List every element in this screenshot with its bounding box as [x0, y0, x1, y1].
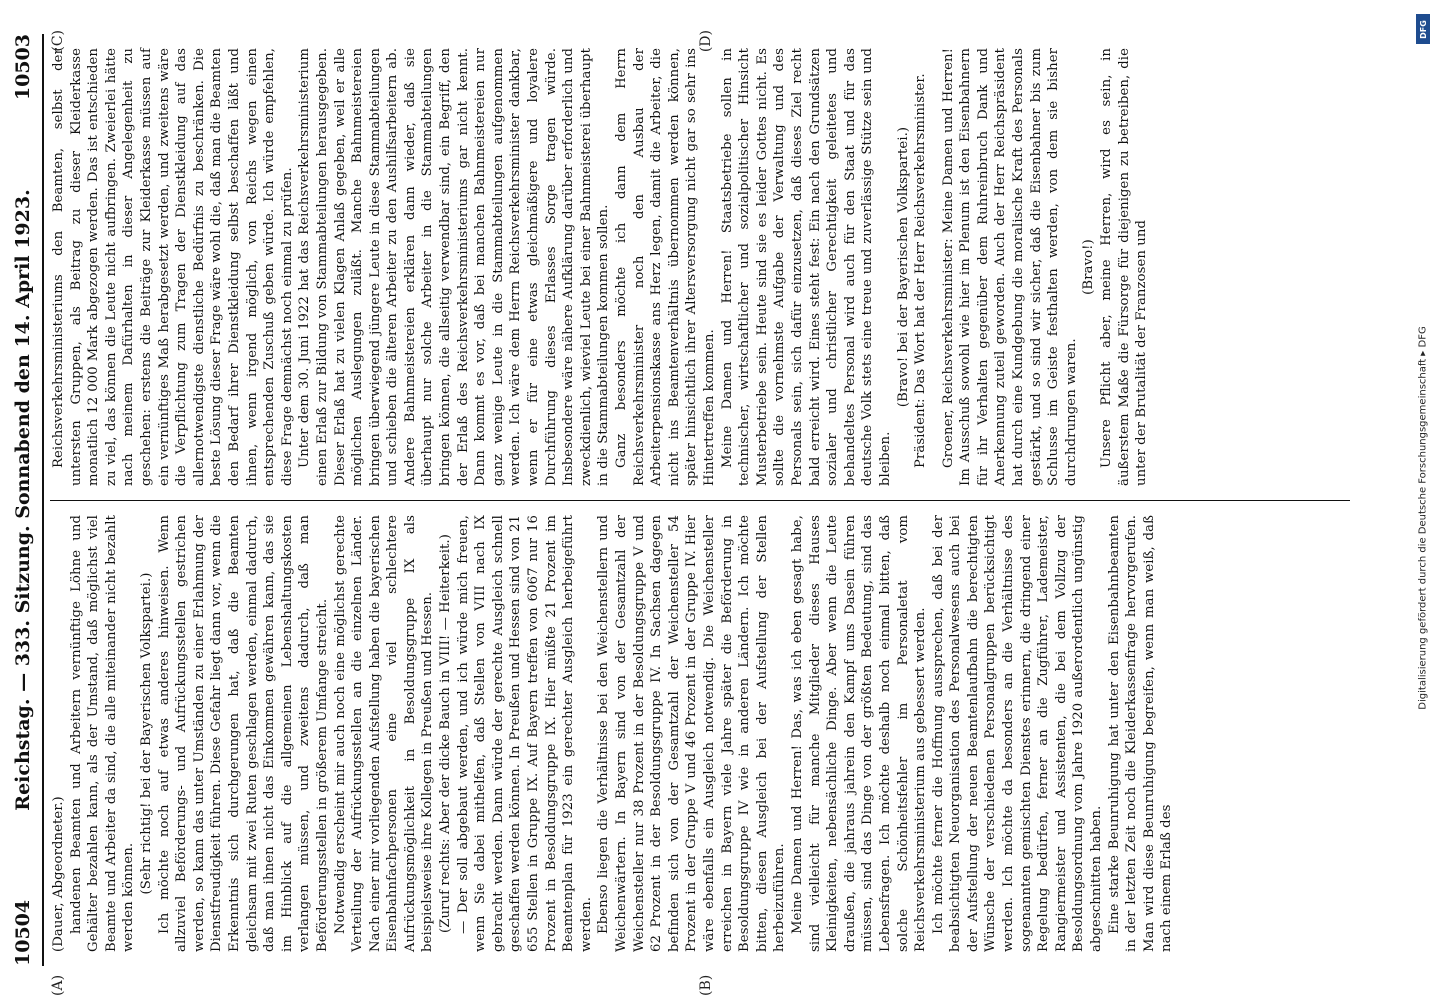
- right-column-paragraph: Meine Damen und Herren! Staatsbetriebe sollen in technischer, wirtschaftlicher und sozialpolitischer Hinsicht Musterbetriebe sein. Heute sind sie es leider Gottes nicht. Es sollte die vornehmste Aufgabe der Verwaltung und des Personals sein, sich dafür einzusetzen, daß dieses Ziel recht bald erreicht wird. Eines steht fest: Ein nach den Grundsätzen sozialer und christlicher Gerechtigkeit geleitetes und behandeltes Personal wird auch für den Staat und für das deutsche Volk stets eine treue und zuverlässige Stütze sein und bleiben.: [719, 48, 893, 486]
- page-title: Reichstag. — 333. Sitzung. Sonnabend den 14. April 1923.: [12, 189, 34, 811]
- right-column-paragraph: Reichsverkehrsministeriums den Beamten, selbst der untersten Gruppen, als Beitrag zu dieser Kleiderkasse monatlich 12 000 Mark abgezogen werden. Das ist entschieden zu viel, das können die Leute nicht aufbringen. Zweierlei hätte nach meinem Dafürhalten in dieser Angelegenheit zu geschehen: erstens die Beiträge zur Kleiderkasse müssen auf ein vernünftiges Maß herabgesetzt werden, und zweitens wäre die Verpflichtung zum Tragen der Dienstkleidung auf das allernotwendigste dienstliche Bedürfnis zu beschränken. Die beste Lösung dieser Frage wäre wohl die, daß man die Beamten den Bedarf ihrer Dienstkleidung selbst beschaffen läßt und ihnen, wenn irgend möglich, von Reichs wegen einen entsprechenden Zuschuß geben würde. Ich würde empfehlen, diese Frage demnächst noch einmal zu prüfen.: [51, 48, 295, 486]
- right-column-paragraph: Unter dem 30. Juni 1922 hat das Reichsverkehrsministerium einen Erlaß zur Bildung von Stammabteilungen herausgegeben. Dieser Erlaß hat zu vielen Klagen Anlaß gegeben, weil er alle möglichen Auslegungen zuläßt. Manche Bahnmeistereien bringen überwiegend jüngere Leute in diese Stammabteilungen und schieben die älteren Arbeiter zu den Aushilfsarbeitern ab. Andere Bahnmeistereien erklären dann wieder, daß sie überhaupt nur solche Arbeiter in die Stammabteilungen bringen können, die allseitig verwendbar sind, ein Begriff, den der Erlaß des Reichsverkehrsministeriums gar nicht kennt. Dann kommt es vor, daß bei manchen Bahnmeistereien nur ganz wenige Leute in die Stammabteilungen aufgenommen werden. Ich wäre dem Herrn Reichsverkehrsminister dankbar, wenn er für eine etwas gleichmäßigere und loyalere Durchführung dieses Erlasses Sorge tragen würde. Insbesondere wäre nähere Aufklärung darüber erforderlich und zweckdienlich, wieviel Leute bei einer Bahnmeisterei überhaupt in die Stammabteilungen kommen sollen.: [297, 48, 612, 486]
- right-column-paragraph: (Bravo!): [1081, 239, 1097, 295]
- text-columns: [50, 30, 1350, 996]
- left-column-paragraph: Meine Damen und Herren! Das, was ich eben gesagt habe, sind vielleicht für manche Mitglieder dieses Hauses Kleinigkeiten, nebensächliche Dinge. Aber wenn die Leute draußen, die jahraus jahrein den Kampf ums Dasein führen müssen, sind das Dinge von der größten Bedeutung, sind das Lebensfragen. Ich möchte deshalb noch einmal bitten, daß solche Schönheitsfehler im Personaletat vom Reichsverkehrsministerium aus gebessert werden.: [789, 515, 929, 952]
- right-column-paragraph: Unsere Pflicht aber, meine Herren, wird es sein, in äußerstem Maße die Fürsorge für diejenigen zu betreiben, die unter der Brutalität der Franzosen und: [1099, 48, 1150, 486]
- page-header: [8, 34, 44, 966]
- section-marker-d: (D): [698, 30, 714, 53]
- right-column: [50, 30, 1350, 500]
- left-column: [50, 500, 1350, 996]
- right-column-body: [50, 48, 1151, 486]
- right-column-spacer: [930, 48, 940, 486]
- left-column-body: [50, 515, 1176, 952]
- page-number-right: 10503: [12, 34, 34, 101]
- left-column-paragraph: — Der soll abgebaut werden, und ich würde mich freuen, wenn Sie dabei mithelfen, daß Stellen von VIII nach IX gebracht werden. Dann würde der gerechte Ausgleich schnell geschaffen werden können. In Preußen und Hessen sind von 21 655 Stellen in Gruppe IX. Auf Bayern treffen von 6067 nur 16 Prozent in Besoldungsgruppe IX. Hier müßte 21 Prozent im Beamtenplan für 1923 ein gerechter Ausgleich herbeigeführt werden.: [455, 515, 594, 952]
- right-column-paragraph: Ganz besonders möchte ich dann dem Herrn Reichsverkehrsminister noch den Ausbau der Arbeiterpensionskasse ans Herz legen, damit die Arbeiter, die nicht ins Beamtenverhältnis übernommen werden können, später hinsichtlich ihrer Altersversorgung nicht gar so sehr ins Hintertreffen kommen.: [614, 48, 717, 486]
- right-column-paragraph: Präsident: Das Wort hat der Herr Reichsverkehrsminister.: [913, 73, 929, 468]
- digitization-credit: [1414, 8, 1432, 992]
- left-column-paragraph: Ich möchte noch auf etwas anderes hinweisen. Wenn allzuviel Beförderungs- und Aufrückungsstellen gestrichen werden, so kann das unter Umständen zu einer Erlahmung der Dienstfreudigkeit führen. Diese Gefahr liegt dann vor, wenn die Erkenntnis sich durchgerungen hat, daß die Beamten gleichsam mit zwei Ruten geschlagen werden, einmal dadurch, daß man ihnen nicht das Einkommen gewähren kann, das sie im Hinblick auf die allgemeinen Lebenshaltungskosten verlangen müssen, und zweitens dadurch, daß man Beförderungsstellen in größerem Umfange streicht.: [156, 515, 330, 952]
- page-number-left: 10504: [12, 899, 34, 966]
- left-column-paragraph: (Zuruf rechts: Aber der dicke Bauch in VIII! — Heiterkeit.): [438, 534, 454, 933]
- section-marker-b: (B): [698, 974, 714, 996]
- left-column-paragraph: handenen Beamten und Arbeitern vernünftige Löhne und Gehälter bezahlen kann, als der Umstand, daß möglichst viel Beamte und Arbeiter da sind, die alle miteinander nicht bezahlt werden können.: [68, 515, 137, 952]
- left-column-paragraph: (Dauer, Abgeordneter.): [51, 796, 66, 952]
- left-column-paragraph: Ebenso liegen die Verhältnisse bei den Weichenstellern und Weichenwärtern. In Bayern sind von der Gesamtzahl der Weichensteller nur 38 Prozent in der Besoldungsgruppe V und 62 Prozent in der Besoldungsgruppe IV. In Sachsen dagegen befinden sich von der Gesamtzahl der Weichensteller 54 Prozent in der Gruppe V und 46 Prozent in der Gruppe IV. Hier wäre ebenfalls ein Ausgleich notwendig. Die Weichensteller erreichen in Bayern viele Jahre später die Beförderung in Besoldungsgruppe IV wie in anderen Ländern. Ich möchte bitten, diesen Ausgleich bei der Aufstellung der Stellen herbeizuführen.: [596, 515, 788, 952]
- left-column-paragraph: Notwendig erscheint mir auch noch eine möglichst gerechte Verteilung der Aufrückungsstellen an die einzelnen Länder. Nach einer mir vorliegenden Aufstellung haben die bayerischen Eisenbahnfachpersonen eine viel schlechtere Aufrückungsmöglichkeit in Besoldungsgruppe IX als beispielsweise ihre Kollegen in Preußen und Hessen.: [332, 515, 436, 952]
- credit-text: Digitalisierung gefördert durch die Deutsche Forschungsgemeinschaft ▸ DFG: [1417, 326, 1429, 710]
- dfg-logo: DFG: [1416, 14, 1430, 44]
- section-marker-c: (C): [50, 30, 66, 52]
- left-column-paragraph: Eine starke Beunruhigung hat unter den Eisenbahnbeamten in der letzten Zeit noch die Kleiderkassenfrage hervorgerufen. Man wird diese Beunruhigung begreifen, wenn man weiß, daß nach einem Erlaß des: [1106, 515, 1175, 952]
- right-column-paragraph: Groener, Reichsverkehrsminister: Meine Damen und Herren! Im Ausschuß sowohl wie hier im Plenum ist den Eisenbahnern für ihr Verhalten gegenüber dem Ruhreinbruch Dank und Anerkennung zuteil geworden. Auch der Herr Reichspräsident hat durch eine Kundgebung die moralische Kraft des Personals gestärkt, und so sind wir sicher, daß die Eisenbahner bis zum Schlusse im Geiste festhalten werden, von dem sie bisher durchdrungen waren.: [940, 48, 1079, 486]
- left-column-paragraph: Ich möchte ferner die Hoffnung aussprechen, daß bei der beabsichtigten Neuorganisation des Personalwesens auch bei der Aufstellung der neuen Beamtenlaufbahn die berechtigten Wünsche der verschiedenen Personalgruppen berücksichtigt werden. Ich möchte da besonders an die Verhältnisse des sogenannten gemischten Dienstes erinnern, die dringend einer Regelung bedürfen, ferner an die Zugführer, Lademeister, Rangiermeister und Assistenten, die bei dem Vollzug der Besoldungsordnung vom Jahre 1920 außerordentlich ungünstig abgeschnitten haben.: [930, 515, 1105, 952]
- right-column-paragraph: (Bravo! bei der Bayerischen Volkspartei.): [895, 126, 911, 408]
- left-column-paragraph: (Sehr richtig! bei der Bayerischen Volkspartei.): [138, 572, 154, 895]
- section-marker-a: (A): [50, 974, 66, 996]
